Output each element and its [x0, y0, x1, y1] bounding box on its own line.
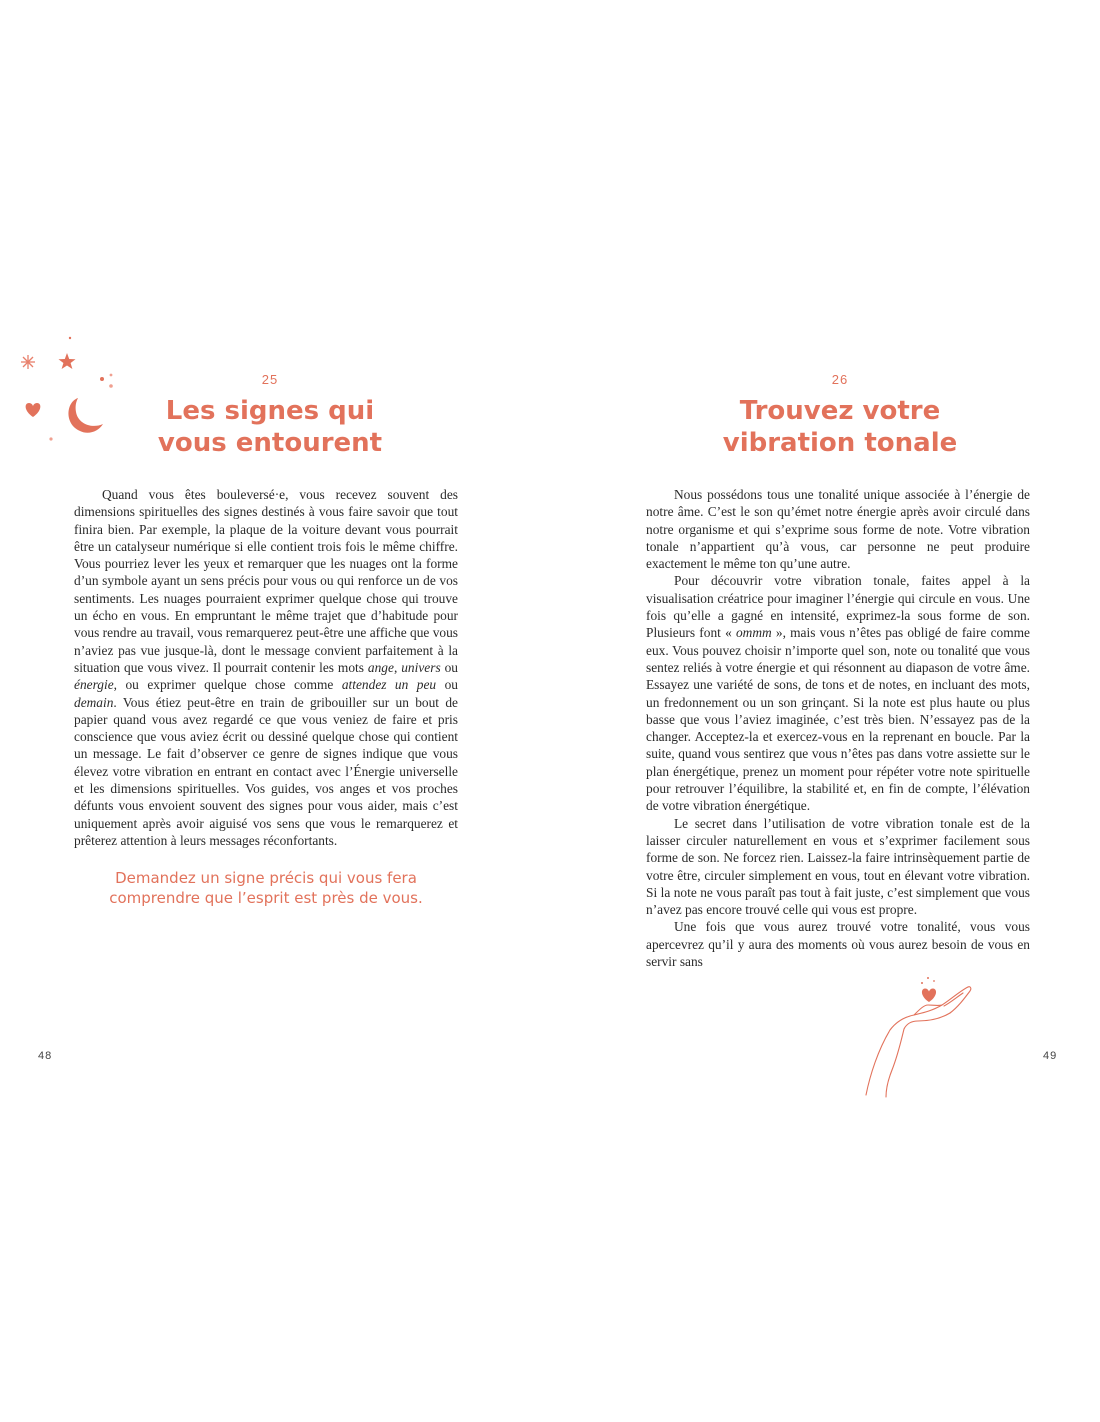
pull-quote [74, 868, 458, 908]
body-text [646, 486, 1030, 970]
hand-heart-illustration [860, 975, 980, 1100]
chapter-number: 26 [831, 372, 849, 387]
text-run: ou [440, 659, 458, 675]
emphasis: attendez un peu [341, 677, 437, 693]
page-number: 49 [1043, 1050, 1058, 1062]
title-line: vous entourent [157, 428, 383, 458]
paragraph: Le secret dans l’utilisation de votre vibration tonale est de la laisser circuler naturellement en vous et s’exprimer facilement sous forme de son. Ne forcez rien. Laissez-la faire intrinsèquement partie de votre être, circuler simplement en vous, tout en élevant votre vibration. Si la note ne vous paraît pas tout à fait juste, c’est simplement que vous n’avez pas encore trouvé celle qui vous est propre. [646, 815, 1030, 918]
star-icon [59, 353, 76, 369]
right-page [550, 0, 1100, 1422]
paragraph [74, 486, 458, 849]
dot-icon [921, 982, 923, 984]
emphasis: ange [367, 659, 394, 675]
chapter-title [565, 395, 1100, 459]
emphasis: énergie [74, 677, 114, 693]
text-run: », mais vous n’êtes pas obligé de faire comme eux. Vous pouvez choisir n’importe quel son, note ou tonalité que vous sentez reliés à votre énergie et qui résonnent au diapason de votre âme. Essayez une variété de sons, de tons et de notes, en incluant des mots, un fredonnement ou un son grinçant. Si la note est plus haute ou plus basse que vous l’aviez imaginée, c’est très bien. N’essayez pas de la changer. Acceptez-la et exercez-vous en la reprenant en boucle. Par la suite, quand vous sentirez que vous n’êtes pas dans votre assiette sur le plan énergétique, prenez un moment pour répéter votre note spirituelle pour retrouver l’équilibre, la stabilité et, en fin de compte, l’élévation de votre vibration énergétique. [646, 625, 1030, 814]
text-run: Pour découvrir votre vibration tonale, faites appel à la visualisation créatrice pour imaginer l’énergie qui circule en vous. Une fois qu’elle a gagné en intensité, exprimez-la sous forme de son. Plusieurs font « [646, 573, 1030, 641]
chapter-number: 25 [261, 372, 279, 387]
paragraph: Une fois que vous aurez trouvé votre tonalité, vous vous apercevrez qu’il y aura des moments où vous aurez besoin de vous en servir sans [646, 919, 1030, 970]
page-number: 48 [38, 1050, 53, 1062]
title-line: vibration tonale [722, 428, 958, 458]
dot-icon [927, 977, 929, 979]
hand-icon [866, 987, 971, 1097]
text-run: . Vous étiez peut-être en train de gribouiller sur un bout de papier quand vous avez regardé ce que vous veniez de faire et pris conscience que vous aviez écrit ou dessiné quelque chose qui contient un message. Le fait d’observer ce genre de signes indique que vous élevez votre vibration en entrant en contact avec l’Énergie universelle et les dimensions spirituelles. Vos guides, vos anges et vos proches défunts vous envoient souvent des signes pour vous aider, mais c’est uniquement après avoir aiguisé vos sens que vous le remarquerez et prêterez attention à leurs messages réconfortants. [74, 694, 458, 848]
text-run: , ou exprimer quelque chose comme [113, 677, 342, 693]
dot-icon [69, 337, 71, 339]
quote-line: comprendre que l’esprit est près de vous. [109, 889, 423, 907]
title-line: Les signes qui [165, 396, 375, 426]
chapter-title [0, 395, 545, 459]
sparkle-icon [21, 355, 35, 369]
paragraph: Nous possédons tous une tonalité unique associée à l’énergie de notre âme. C’est le son qu’émet notre énergie après avoir circulé dans notre organisme et qui s’exprime sous forme de note. Votre vibration tonale n’appartient qu’à vous, car personne ne peut produire exactement le même ton qu’une autre. [646, 487, 1030, 572]
quote-line: Demandez un signe précis qui vous fera [115, 869, 417, 887]
dot-icon [933, 980, 935, 982]
body-text [74, 486, 458, 849]
text-run: , [393, 659, 402, 675]
paragraph [646, 572, 1030, 814]
emphasis: ommm [735, 625, 772, 641]
text-run: ou [436, 677, 459, 693]
text-run: Quand vous êtes bouleversé·e, vous recevez souvent des dimensions spirituelles des signes destinés à vous faire savoir que tout finira bien. Par exemple, la plaque de la voiture devant vous pourrait être un catalyseur numérique si elle contient trois fois le même chiffre. Vous pourriez lever les yeux et remarquer que les nuages ont la forme d’un symbole ayant un sens précis pour vous ou qui renforce un de vos sentiments. Les nuages pourraient exprimer quelque chose qui trouve un écho en vous. En empruntant le même trajet que d’habitude pour vous rendre au travail, vous remarquerez peut-être une affiche que vous n’aviez pas vue jusque-là, dont le message convient parfaitement à la situation que vous vivez. Il pourrait contenir les mots [74, 487, 458, 675]
emphasis: demain [74, 694, 114, 710]
title-line: Trouvez votre [739, 396, 941, 426]
emphasis: univers [401, 659, 441, 675]
heart-icon [922, 988, 936, 1002]
